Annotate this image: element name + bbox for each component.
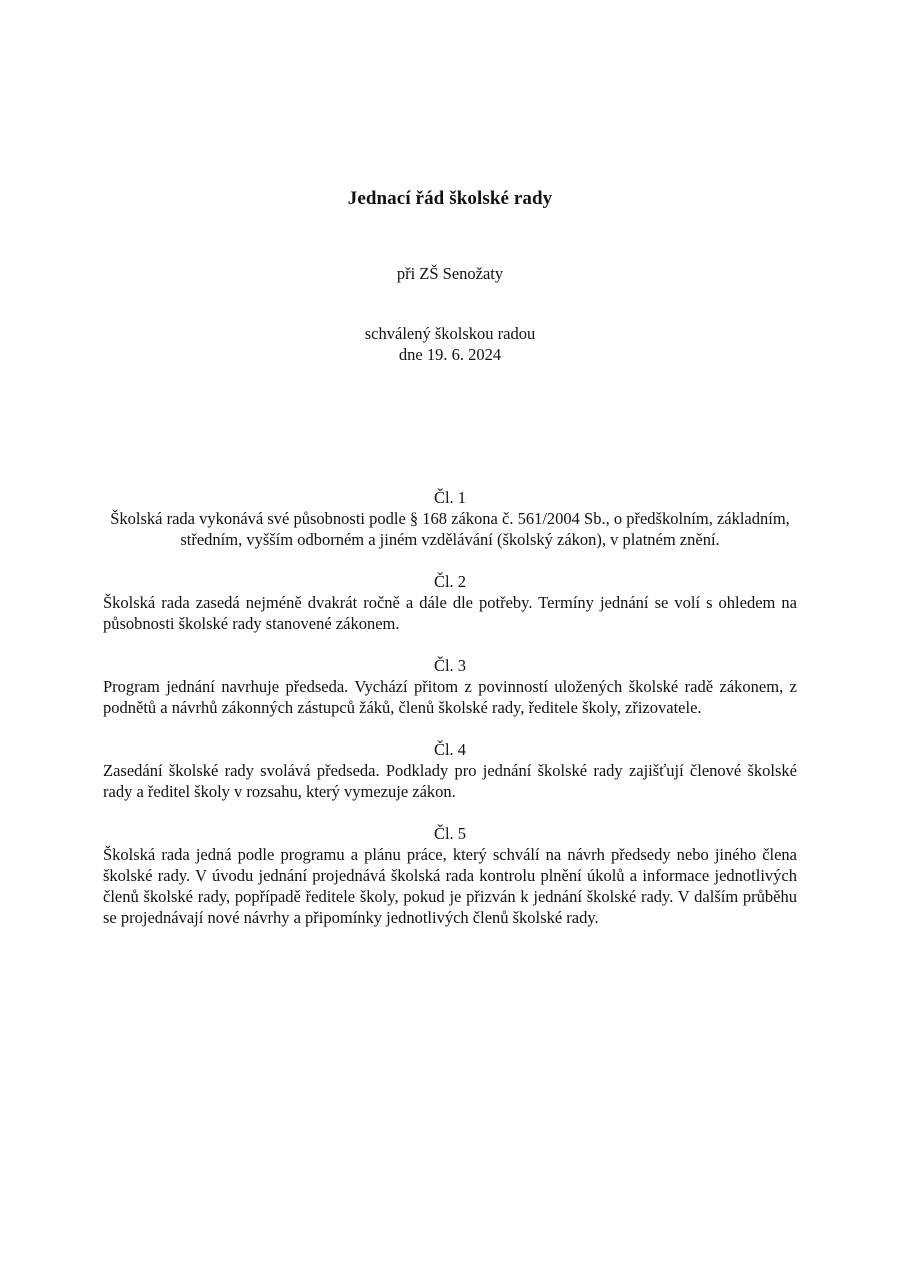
article-4 bbox=[103, 739, 797, 802]
article-heading: Čl. 4 bbox=[433, 740, 467, 759]
approval-date: dne 19. 6. 2024 bbox=[398, 345, 502, 364]
article-2 bbox=[103, 571, 797, 634]
approval-line: schválený školskou radou bbox=[364, 324, 536, 343]
article-text: Školská rada vykonává své působnosti podle § 168 zákona č. 561/2004 Sb., o předškolním, základním, středním, vyšším odborném a jiném vzdělávání (školský zákon), v platném znění. bbox=[110, 509, 790, 549]
article-1 bbox=[103, 487, 797, 550]
article-heading: Čl. 1 bbox=[433, 488, 467, 507]
document-title: Jednací řád školské rady bbox=[347, 188, 553, 209]
article-heading: Čl. 2 bbox=[433, 572, 467, 591]
document-subtitle: při ZŠ Senožaty bbox=[396, 264, 504, 283]
article-heading: Čl. 5 bbox=[433, 824, 467, 843]
articles-section bbox=[103, 487, 797, 949]
article-text: Zasedání školské rady svolává předseda. Podklady pro jednání školské rady zajišťují členové školské rady a ředitel školy v rozsahu, který vymezuje zákon. bbox=[103, 761, 797, 801]
article-text: Školská rada zasedá nejméně dvakrát ročně a dále dle potřeby. Termíny jednání se volí s ohledem na působnosti školské rady stanovené zákonem. bbox=[103, 593, 797, 633]
article-text: Program jednání navrhuje předseda. Vychází přitom z povinností uložených školské radě zákonem, z podnětů a návrhů zákonných zástupců žáků, členů školské rady, ředitele školy, zřizovatele. bbox=[103, 677, 797, 717]
article-text: Školská rada jedná podle programu a plánu práce, který schválí na návrh předsedy nebo jiného člena školské rady. V úvodu jednání projednává školská rada kontrolu plnění úkolů a informace jednotlivých členů školské rady, popřípadě ředitele školy, pokud je přizván k jednání školské rady. V dalším průběhu se projednávají nové návrhy a připomínky jednotlivých členů školské rady. bbox=[103, 845, 797, 927]
article-3 bbox=[103, 655, 797, 718]
article-5 bbox=[103, 823, 797, 928]
article-heading: Čl. 3 bbox=[433, 656, 467, 675]
